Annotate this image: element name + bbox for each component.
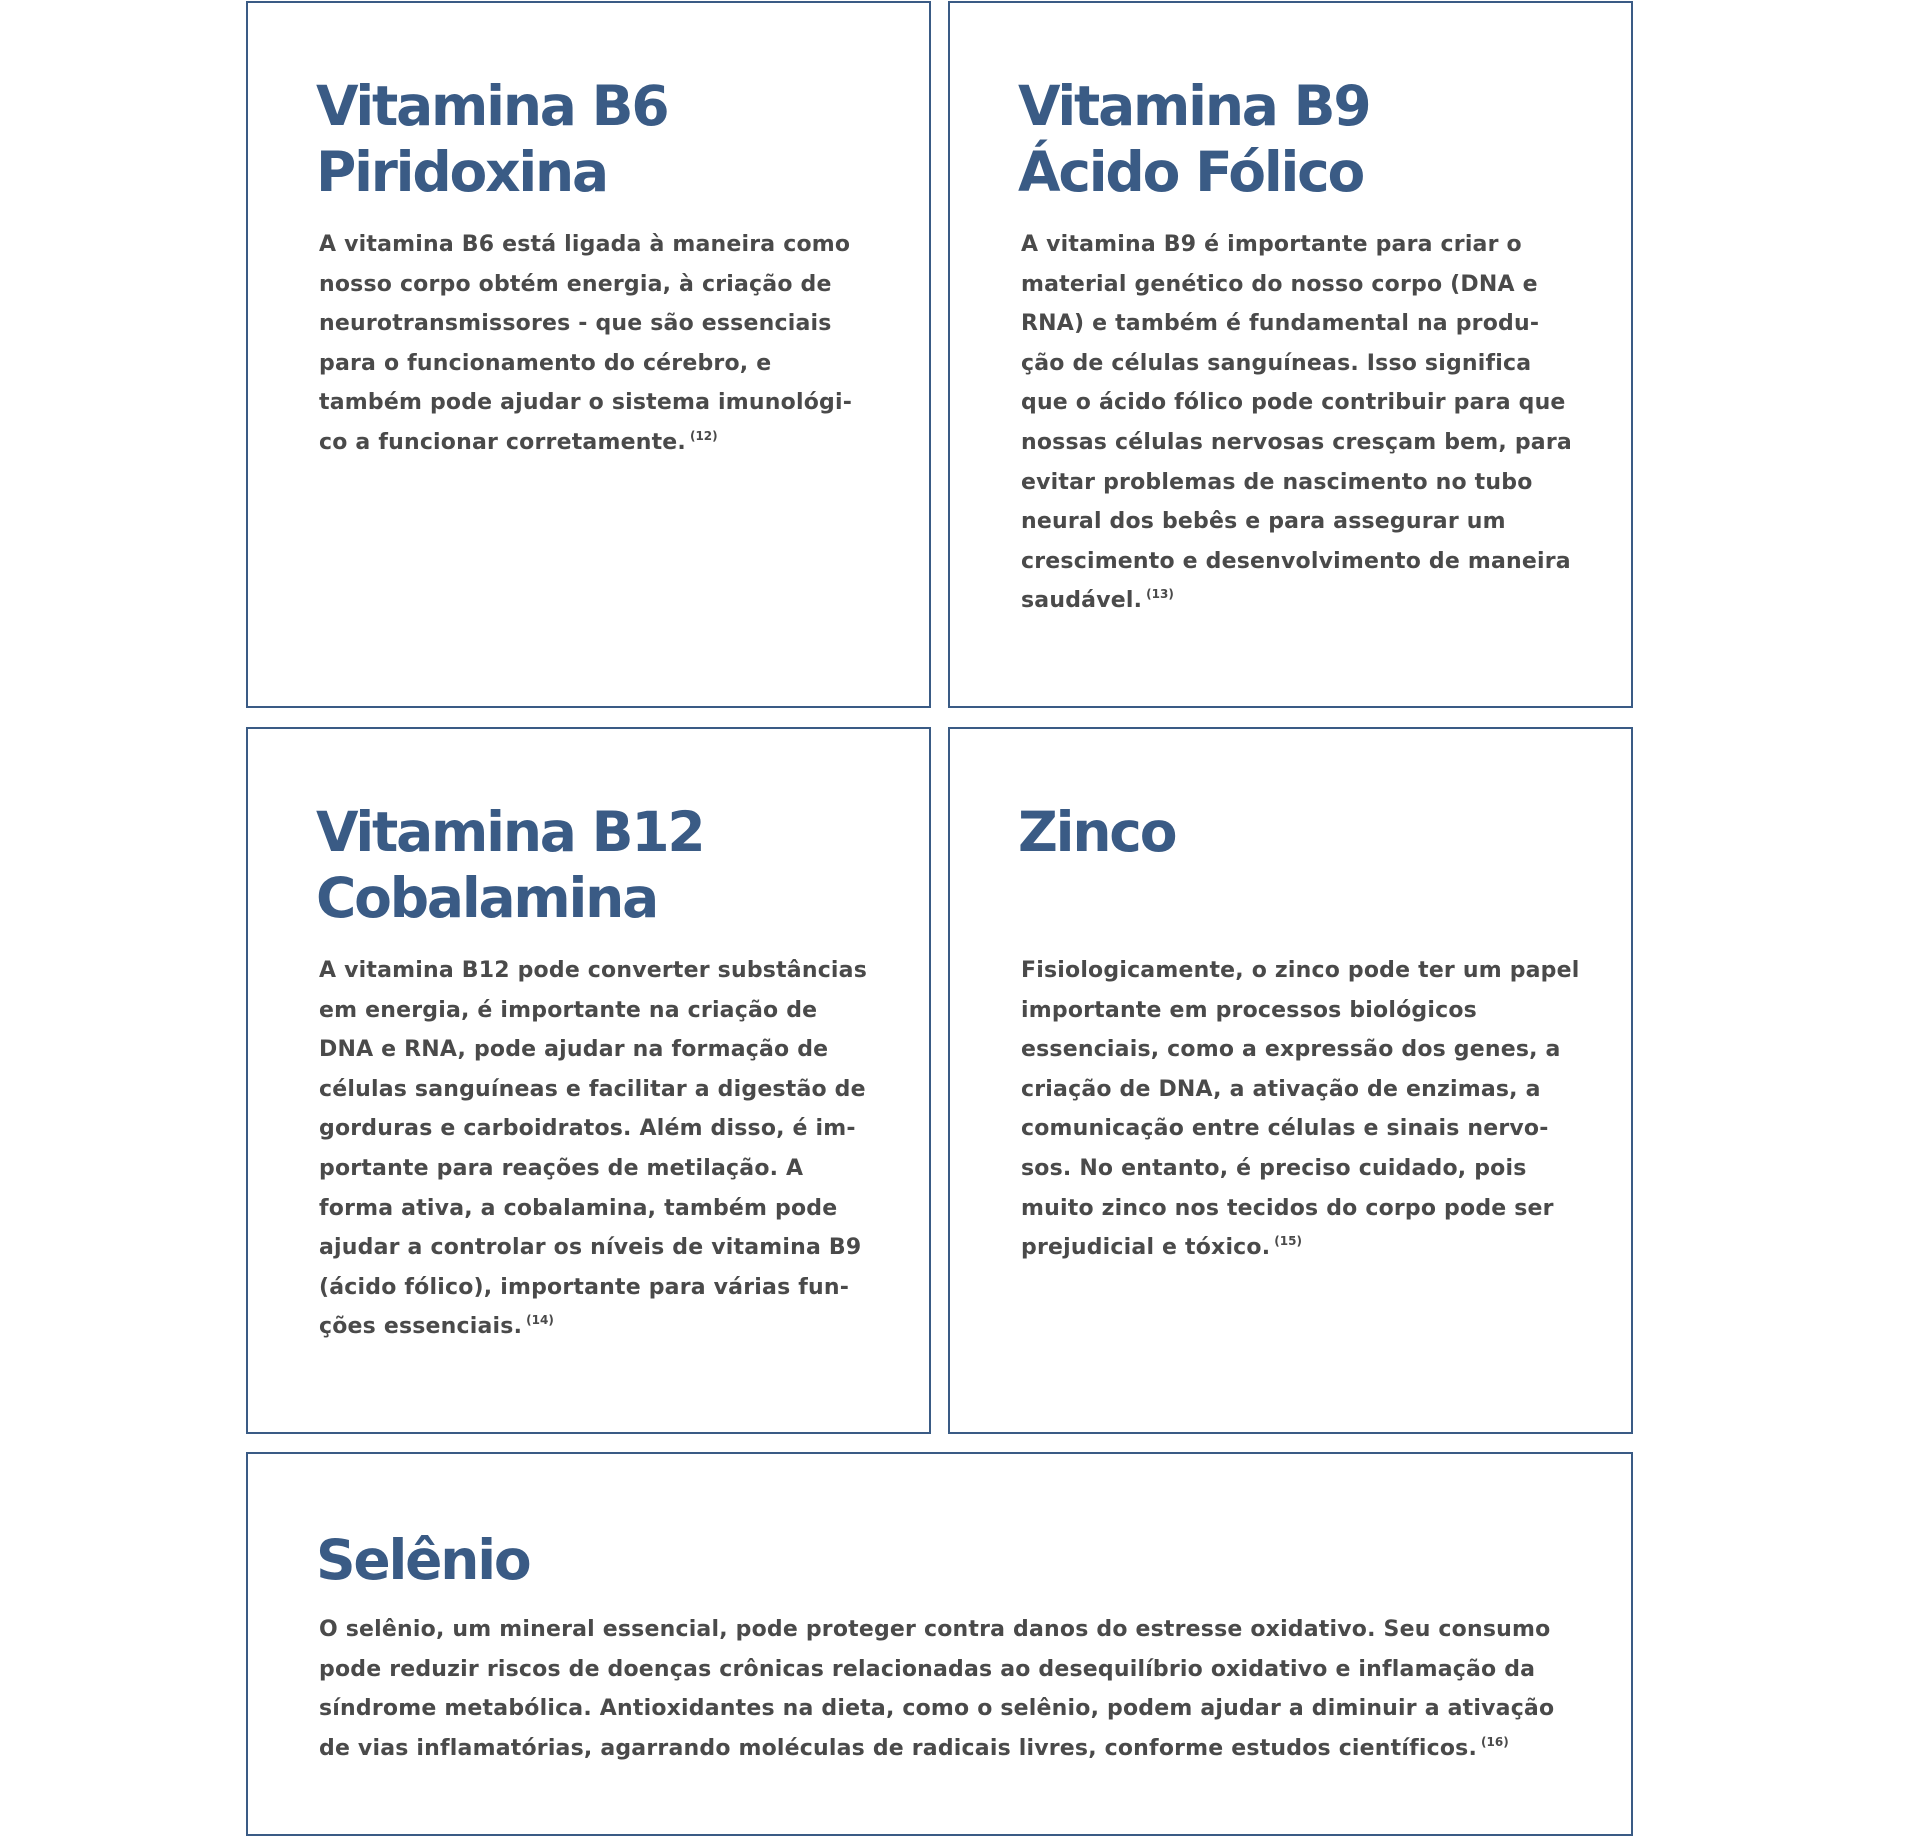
reference-marker: (14) [526,1313,554,1328]
card-description [319,1610,1591,1768]
card-title-line-1: Selênio [316,1528,530,1592]
card-zinco [948,727,1633,1434]
reference-marker: (12) [689,428,718,443]
card-vitamina-b9 [948,1,1633,708]
card-description [1021,225,1581,621]
card-title [1018,799,1581,865]
card-vitamina-b12 [246,727,931,1434]
card-vitamina-b6 [246,1,931,708]
card-title-line-1: Vitamina B9 [1018,74,1370,138]
card-description-text: O selênio, um mineral essencial, pode proteger contra danos do estresse oxidativo. Seu consumo pode reduzir riscos de doenças crônicas relacionadas ao desequilíbrio oxidativo e inflamação da síndrome metabólica. Antioxidantes na dieta, como o selênio, podem ajudar a diminuir a ativação de vias inflamatórias, agarrando moléculas de radicais livres, conforme estudos científicos. [319,1617,1555,1761]
card-description [1021,951,1581,1268]
card-title-line-1: Zinco [1018,800,1176,864]
card-description-text: A vitamina B12 pode converter substâncias em energia, é importante na criação de DNA e RNA, pode ajudar na formação de células sanguíneas e facilitar a digestão de gorduras e carboidratos. Além disso, é im-portante para reações de metilação. A forma ativa, a cobalamina, também pode ajudar a controlar os níveis de vitamina B9 (ácido fólico), importante para várias fun-ções essenciais. [319,958,868,1340]
card-description-text: Fisiologicamente, o zinco pode ter um papel importante em processos biológicos essenciais, como a expressão dos genes, a criação de DNA, a ativação de enzimas, a comunicação entre células e sinais nervo-sos. No entanto, é preciso cuidado, pois muito zinco nos tecidos do corpo pode ser prejudicial e tóxico. [1021,958,1580,1261]
card-title-line-2: Ácido Fólico [1018,140,1364,204]
reference-marker: (16) [1481,1734,1509,1749]
card-title-line-1: Vitamina B12 [316,800,704,864]
card-content [1018,799,1581,1268]
card-description [319,225,879,463]
card-title [316,73,879,205]
reference-marker: (13) [1146,587,1174,602]
card-description-text: A vitamina B9 é importante para criar o material genético do nosso corpo (DNA e RNA) e também é fundamental na produ-ção de células sanguíneas. Isso significa que o ácido fólico pode contribuir para que nossas células nervosas cresçam bem, para evitar problemas de nascimento no tubo neural dos bebês e para assegurar um crescimento e desenvolvimento de maneira saudável. [1021,232,1572,614]
card-content [316,73,879,463]
card-title-line-1: Vitamina B6 [316,74,668,138]
card-content [1018,73,1581,621]
reference-marker: (15) [1274,1234,1302,1249]
card-content [316,799,879,1347]
card-selenio [246,1452,1633,1836]
card-title-line-2: Cobalamina [316,866,658,930]
card-title [316,799,879,931]
card-title [316,1527,1591,1593]
card-title [1018,73,1581,205]
card-content [316,1527,1591,1768]
card-description-text: A vitamina B6 está ligada à maneira como nosso corpo obtém energia, à criação de neurotransmissores - que são essenciais para o funcionamento do cérebro, e também pode ajudar o sistema imunológi-co a funcionar corretamente. [319,232,853,455]
card-title-line-2: Piridoxina [316,140,607,204]
card-description [319,951,879,1347]
